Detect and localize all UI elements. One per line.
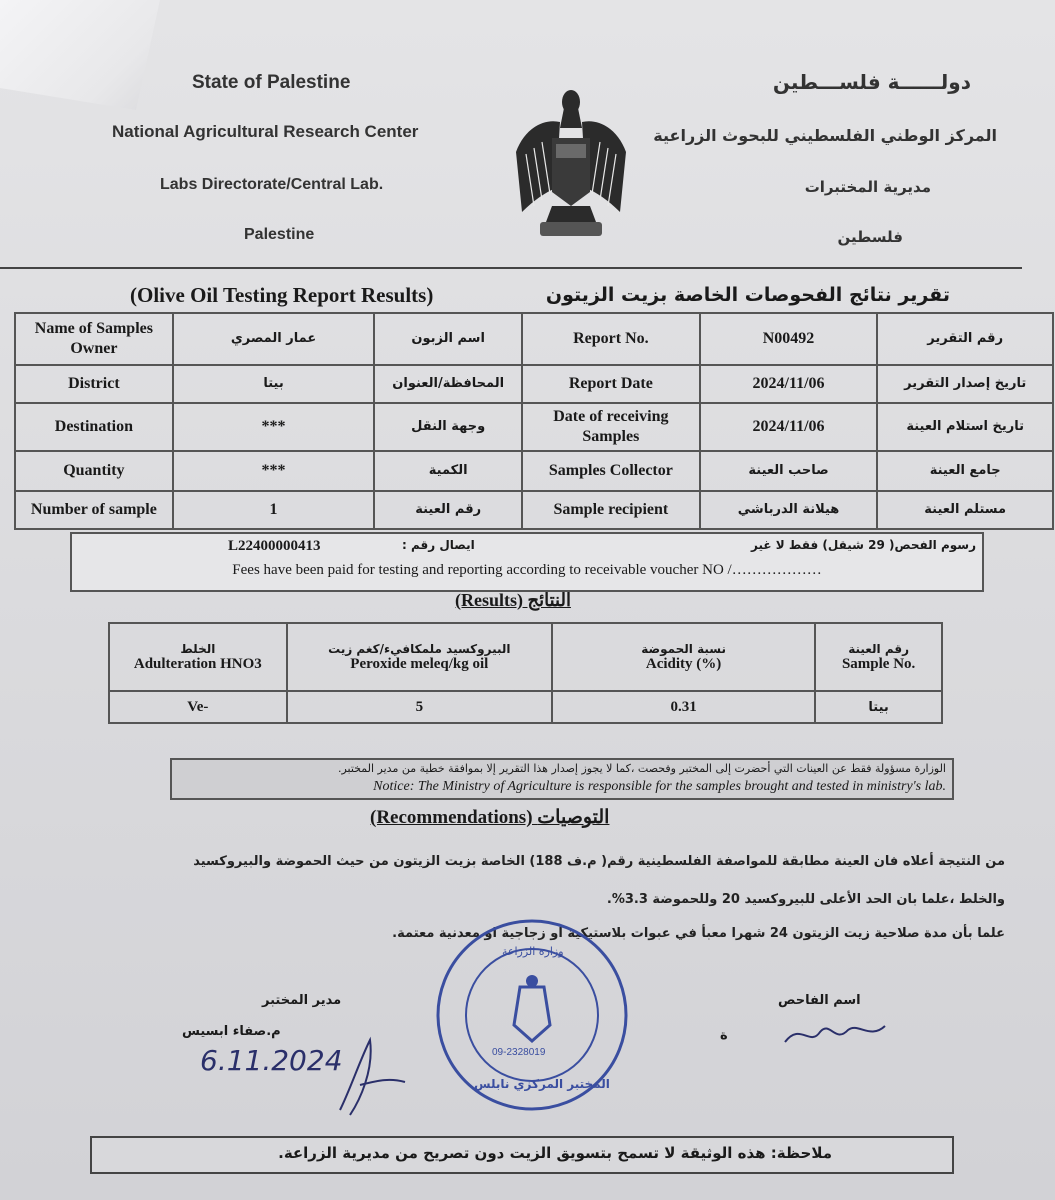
results-value-row	[109, 691, 942, 723]
eagle-emblem-icon	[512, 82, 630, 242]
info-row	[15, 365, 1053, 403]
results-header-en: Adulteration HNO3	[133, 655, 262, 672]
info-label-en: Date of receiving Samples	[522, 403, 700, 451]
header-ar-center: المركز الوطني الفلسطيني للبحوث الزراعية	[653, 126, 997, 145]
info-label-ar: اسم الزبون	[374, 313, 522, 365]
info-row	[15, 403, 1053, 451]
notice-ar: الوزارة مسؤولة فقط عن العينات التي أحضرت إلى المختبر وفحصت ،كما لا يجوز إصدار هذا التقرير إلا بموافقة خطية من مدير المختبر.	[337, 762, 946, 775]
stamp-phone: 09-2328019	[492, 1047, 546, 1058]
footer-note-box	[90, 1136, 954, 1174]
results-header-en: Acidity (%)	[645, 655, 722, 672]
header-ar-state: دولــــــة فلســـطين	[772, 70, 971, 94]
receipt-number: L22400000413	[228, 538, 321, 554]
header-ar-labs: مديرية المختبرات	[804, 178, 931, 196]
info-value: 2024/11/06	[700, 365, 878, 403]
header-en-state: State of Palestine	[192, 72, 351, 93]
result-acidity: 0.31	[552, 691, 815, 723]
paper-fold	[0, 0, 160, 110]
results-header	[552, 623, 815, 691]
results-header-en: Sample No.	[841, 655, 916, 672]
report-title-en: (Olive Oil Testing Report Results)	[130, 282, 434, 307]
info-row	[15, 313, 1053, 365]
info-label-ar: تاريخ استلام العينة	[877, 403, 1053, 451]
results-header-row	[109, 623, 942, 691]
stamp-bottom-text: المختبر المركزي نابلس	[474, 1077, 610, 1091]
report-title	[130, 280, 950, 310]
fees-text-en: Fees have been paid for testing and reporting according to receivable voucher NO /………………	[232, 562, 822, 578]
info-label-ar: وجهة النقل	[374, 403, 522, 451]
info-label-en: Quantity	[15, 451, 173, 491]
info-label-ar: الكمية	[374, 451, 522, 491]
header-divider	[0, 267, 1022, 269]
info-value: ***	[173, 403, 375, 451]
info-label-en: Sample recipient	[522, 491, 700, 529]
info-value: بيتا	[173, 365, 375, 403]
fees-box	[70, 532, 984, 592]
info-label-ar: مستلم العينة	[877, 491, 1053, 529]
info-value: هيلانة الدرباشي	[700, 491, 878, 529]
footer-note: ملاحظة: هذه الوثيقة لا تسمح بتسويق الزيت دون تصريح من مديرية الزراعة.	[278, 1144, 832, 1162]
director-signature-icon	[330, 1030, 420, 1120]
handwritten-date: 6.11.2024	[200, 1044, 343, 1077]
header-en-country: Palestine	[244, 226, 315, 243]
info-label-en: Report Date	[522, 365, 700, 403]
info-label-ar: المحافظة/العنوان	[374, 365, 522, 403]
receipt-label-ar: ايصال رقم :	[402, 538, 475, 552]
info-value: N00492	[700, 313, 878, 365]
info-label-ar: رقم العينة	[374, 491, 522, 529]
results-header-ar: نسبة الحموضة	[641, 641, 726, 656]
result-sample-no: بيتا	[815, 691, 942, 723]
info-label-en: Name of Samples Owner	[15, 313, 173, 365]
results-header-en: Peroxide meleq/kg oil	[350, 655, 489, 672]
info-row	[15, 451, 1053, 491]
info-value: ***	[173, 451, 375, 491]
results-header-ar: الخلط	[180, 641, 216, 656]
info-label-en: Number of sample	[15, 491, 173, 529]
recommendation-line: علما بأن مدة صلاحية زيت الزيتون 24 شهرا معبأ في عبوات بلاستيكية او زجاجية او معدنية معتمة.	[392, 926, 1005, 941]
report-title-ar: تقرير نتائج الفحوصات الخاصة بزيت الزيتون	[545, 284, 950, 306]
info-value: 1	[173, 491, 375, 529]
info-label-en: District	[15, 365, 173, 403]
info-table	[14, 312, 1054, 530]
director-name: م.صفاء ابسيس	[182, 1024, 281, 1039]
info-row	[15, 491, 1053, 529]
header-ar-country: فلسطين	[837, 228, 903, 246]
recommendations-title: (Recommendations) التوصيات	[370, 807, 610, 828]
info-label-en: Samples Collector	[522, 451, 700, 491]
info-label-ar: تاريخ إصدار التقرير	[877, 365, 1053, 403]
info-label-ar: رقم التقرير	[877, 313, 1053, 365]
results-header-ar: رقم العينة	[848, 641, 910, 656]
director-label: مدير المختبر	[262, 993, 342, 1008]
result-peroxide: 5	[287, 691, 552, 723]
results-header	[109, 623, 287, 691]
header-en-center: National Agricultural Research Center	[112, 122, 419, 141]
examiner-mark: ة	[720, 1028, 728, 1043]
header-en-labs: Labs Directorate/Central Lab.	[160, 176, 384, 193]
recommendation-line: والخلط ،علما بان الحد الأعلى للبيروكسيد 20 وللحموضة 3.3%.	[606, 892, 1005, 907]
info-value: صاحب العينة	[700, 451, 878, 491]
results-header	[287, 623, 552, 691]
examiner-label: اسم الفاحص	[778, 993, 861, 1008]
examiner-signature-icon	[780, 1012, 890, 1052]
fees-amount-ar: رسوم الفحص( 29 شيقل) فقط لا غير	[751, 538, 976, 552]
info-label-ar: جامع العينة	[877, 451, 1053, 491]
fees-row-ar	[72, 538, 982, 560]
results-header-ar: البيروكسيد ملمكافيء/كغم زيت	[328, 641, 511, 656]
notice-box	[170, 758, 954, 800]
stamp-top-text: وزارة الزراعة	[502, 945, 564, 958]
results-header	[815, 623, 942, 691]
results-table	[108, 622, 943, 724]
official-stamp	[432, 915, 632, 1115]
notice-en: Notice: The Ministry of Agriculture is responsible for the samples brought and tested in ministry's lab.	[373, 779, 946, 794]
result-adulteration: Ve-	[109, 691, 287, 723]
info-label-en: Report No.	[522, 313, 700, 365]
results-title: (Results) النتائج	[455, 590, 571, 610]
info-value: عمار المصري	[173, 313, 375, 365]
recommendation-line: من النتيجة أعلاه فان العينة مطابقة للمواصفة الفلسطينية رقم( م.ف 188) الخاصة بزيت الزيتون من حيث الحموضة والبيروكسيد	[193, 854, 1005, 869]
info-value: 2024/11/06	[700, 403, 878, 451]
info-label-en: Destination	[15, 403, 173, 451]
